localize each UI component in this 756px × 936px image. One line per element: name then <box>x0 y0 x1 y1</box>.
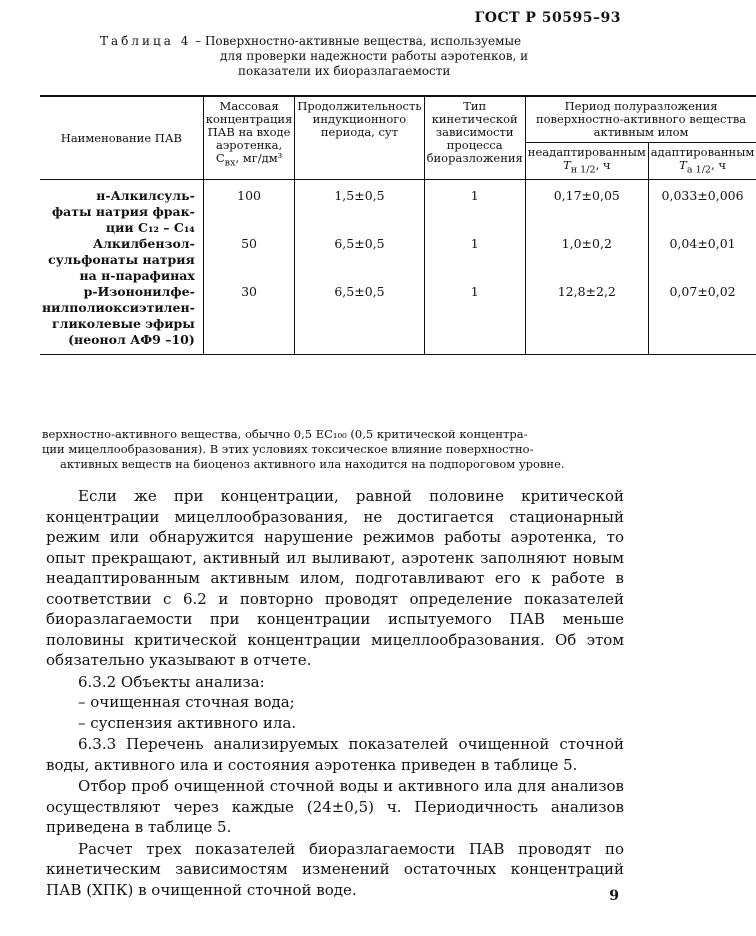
footnote-line-1: верхностно-активного вещества, обычно 0,5 ЕС₁₀₀ (0,5 критической концентра- <box>42 427 528 441</box>
table-footnote <box>42 427 622 472</box>
list-item: – очищенная сточная вода; <box>78 693 295 711</box>
header-mass: Массовая концентрация ПАВ на входе аэротенка, $C_{вх}$, мг/дм³ <box>203 96 295 180</box>
row-adapted: 0,04±0,01 <box>648 236 756 284</box>
document-code: ГОСТ Р 50595–93 <box>474 10 621 26</box>
page-number: 9 <box>609 888 619 904</box>
row-mass: 30 <box>203 284 295 355</box>
row-duration: 1,5±0,5 <box>295 180 424 237</box>
row-adapted: 0,033±0,006 <box>648 180 756 237</box>
row-name: Алкилбензол- сульфонаты натрия на н-парафинах <box>48 236 195 284</box>
table-row <box>40 180 756 237</box>
row-nonadapted: 12,8±2,2 <box>525 284 648 355</box>
row-type: 1 <box>424 180 525 237</box>
caption-label: Таблица 4 <box>100 34 192 48</box>
row-nonadapted: 1,0±0,2 <box>525 236 648 284</box>
footnote-line-3: активных веществ на биоценоз активного ила находится на подпороговом уровне. <box>60 457 565 471</box>
row-type: 1 <box>424 236 525 284</box>
header-type: Тип кинетической зависимости процесса биоразложения <box>424 96 525 180</box>
caption-line-2: для проверки надежности работы аэротенков, и <box>220 49 529 63</box>
row-adapted: 0,07±0,02 <box>648 284 756 355</box>
row-mass: 50 <box>203 236 295 284</box>
row-type: 1 <box>424 284 525 355</box>
header-period: Период полуразложения поверхностно-активного вещества активным илом <box>525 96 756 143</box>
header-name: Наименование ПАВ <box>40 96 203 180</box>
table-4 <box>40 95 756 355</box>
header-adapted: адаптированным $T_{а 1/2}$, ч <box>648 143 756 180</box>
row-name: н-Алкилсуль- фаты натрия фрак- ции C₁₂ – C₁₄ <box>51 188 195 236</box>
row-nonadapted: 0,17±0,05 <box>525 180 648 237</box>
table-row <box>40 236 756 284</box>
header-nonadapted: неадаптированным $T_{н 1/2}$, ч <box>525 143 648 180</box>
table-row <box>40 284 756 355</box>
section-6-3-2: 6.3.2 Объекты анализа: <box>78 672 265 691</box>
paragraph: Если же при концентрации, равной половине критической концентрации мицеллообразования, не достигается стационарный режим или обнаружится нарушение режимов работы аэротенка, то опыт прекращают, активный ил выливают, аэротенк заполняют новым неадаптированным активным илом, подготавливают его к работе в соответствии с 6.2 и повторно проводят определение показателей биоразлагаемости при концентрации испытуемого ПАВ меньше половины критической концентрации мицеллообразования. Об этом обязательно указывают в отчете. <box>46 487 624 669</box>
row-duration: 6,5±0,5 <box>295 236 424 284</box>
list-item: – суспензия активного ила. <box>78 713 297 732</box>
table-caption <box>100 34 620 79</box>
footnote-line-2: ции мицеллообразования). В этих условиях токсическое влияние поверхностно- <box>42 442 534 456</box>
row-mass: 100 <box>203 180 295 237</box>
paragraph: Расчет трех показателей биоразлагаемости ПАВ проводят по кинетическим зависимостям изменений остаточных концентраций ПАВ (ХПК) в очищенной сточной воде. <box>46 839 624 899</box>
paragraph: Отбор проб очищенной сточной воды и активного ила для анализов осуществляют через каждые (24±0,5) ч. Периодичность анализов приведена в таблице 5. <box>46 777 624 836</box>
caption-line-3: показатели их биоразлагаемости <box>238 64 451 78</box>
row-duration: 6,5±0,5 <box>295 284 424 355</box>
body-text <box>46 486 624 900</box>
section-6-3-3: 6.3.3 Перечень анализируемых показателей очищенной сточной воды, активного ила и состояния аэротенка приведен в таблице 5. <box>46 735 624 774</box>
header-duration: Продолжительность индукционного периода, сут <box>295 96 424 180</box>
row-name: р-Изононилфе- нилполиоксиэтилен- гликолевые эфиры (неонол АФ9 –10) <box>40 284 203 355</box>
caption-line-1: – Поверхностно-активные вещества, используемые <box>195 34 522 48</box>
